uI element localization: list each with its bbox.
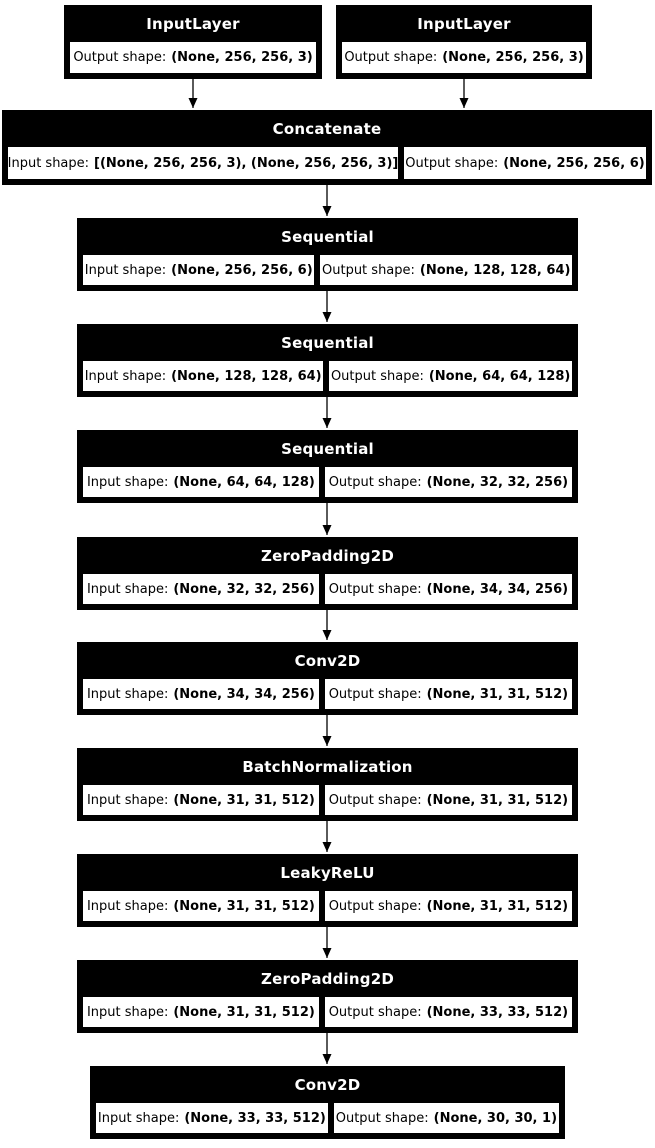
shape-cells [77,997,578,1033]
output-shape-cell [325,785,572,815]
output-shape-cell [325,891,572,921]
shape-value: (None, 34, 34, 256) [426,581,569,597]
shape-value: (None, 256, 256, 3) [442,50,584,65]
output-shape-cell [334,1103,559,1133]
shape-label: Input shape: [86,1004,169,1020]
shape-label: Input shape: [86,792,169,808]
shape-label: Output shape: [344,50,438,65]
layer-node-sequential-3 [77,430,578,503]
shape-label: Input shape: [86,686,169,702]
shape-label: Input shape: [97,1110,180,1126]
output-shape-cell [342,42,586,73]
output-shape-cell [329,361,572,391]
shape-value: (None, 31, 31, 512) [173,792,315,808]
shape-cells [77,255,578,291]
layer-node-input-layer-2 [336,5,592,79]
shape-label: Output shape: [335,1110,429,1126]
shape-value: (None, 34, 34, 256) [173,686,315,702]
input-shape-cell [83,785,319,815]
shape-label: Output shape: [328,686,422,702]
output-shape-cell [325,574,572,604]
output-shape-cell [325,997,572,1027]
layer-title: Sequential [281,439,374,458]
layer-title: InputLayer [146,14,240,33]
shape-label: Output shape: [328,898,422,914]
shape-cells [77,574,578,610]
input-shape-cell [83,574,319,604]
layer-node-sequential-1 [77,218,578,291]
shape-label: Output shape: [322,262,415,278]
shape-label: Input shape: [86,474,169,490]
shape-value: (None, 256, 256, 6) [171,262,313,278]
layer-node-leaky-relu [77,854,578,927]
shape-value: (None, 256, 256, 6) [503,155,645,171]
shape-value: (None, 31, 31, 512) [426,792,569,808]
output-shape-cell [325,679,572,709]
layer-node-conv2d-1 [77,642,578,715]
shape-value: (None, 33, 33, 512) [184,1110,326,1126]
shape-cells [64,42,322,79]
shape-label: Output shape: [73,50,167,65]
shape-cells [90,1103,565,1139]
layer-title: ZeroPadding2D [261,969,394,988]
shape-value: (None, 32, 32, 256) [426,474,569,490]
input-shape-cell [83,679,319,709]
layer-node-input-layer-1 [64,5,322,79]
shape-value: (None, 31, 31, 512) [426,898,569,914]
shape-cells [77,361,578,397]
shape-label: Output shape: [405,155,499,171]
shape-value: (None, 256, 256, 3) [171,50,313,65]
layer-node-concatenate [2,110,652,185]
layer-title: Sequential [281,333,374,352]
layer-node-zero-padding2d-1 [77,537,578,610]
input-shape-cell [96,1103,328,1133]
shape-value: (None, 31, 31, 512) [173,1004,315,1020]
shape-value: (None, 33, 33, 512) [426,1004,569,1020]
layer-title: BatchNormalization [242,757,413,776]
shape-value: (None, 31, 31, 512) [173,898,315,914]
input-shape-cell [8,147,398,179]
output-shape-cell [325,467,572,497]
shape-cells [77,679,578,715]
layer-title: Sequential [281,227,374,246]
output-shape-cell [404,147,646,179]
layer-node-conv2d-2 [90,1066,565,1139]
shape-label: Input shape: [84,262,167,278]
output-shape-cell [320,255,572,285]
shape-label: Output shape: [328,1004,422,1020]
shape-label: Output shape: [330,368,424,384]
shape-label: Output shape: [328,792,422,808]
layer-node-batch-normalization [77,748,578,821]
layer-title: ZeroPadding2D [261,546,394,565]
shape-cells [2,147,652,185]
layer-title: Conv2D [294,651,361,670]
shape-label: Input shape: [86,898,169,914]
shape-cells [77,467,578,503]
shape-value: (None, 30, 30, 1) [433,1110,558,1126]
shape-cells [77,891,578,927]
shape-cells [77,785,578,821]
input-shape-cell [83,361,323,391]
shape-label: Input shape: [86,581,169,597]
shape-label: Output shape: [328,581,422,597]
input-shape-cell [83,997,319,1027]
layer-title: Concatenate [272,119,382,138]
layer-node-sequential-2 [77,324,578,397]
shape-value: (None, 128, 128, 64) [419,262,571,278]
input-shape-cell [83,891,319,921]
output-shape-cell [70,42,316,73]
input-shape-cell [83,467,319,497]
input-shape-cell [83,255,314,285]
shape-value: (None, 32, 32, 256) [173,581,315,597]
shape-value: [(None, 256, 256, 3), (None, 256, 256, 3)] [94,155,398,171]
layer-title: InputLayer [417,14,511,33]
shape-label: Input shape: [8,155,90,171]
shape-label: Output shape: [328,474,422,490]
layer-node-zero-padding2d-2 [77,960,578,1033]
shape-value: (None, 64, 64, 128) [173,474,315,490]
shape-value: (None, 128, 128, 64) [171,368,322,384]
layer-title: Conv2D [294,1075,361,1094]
shape-value: (None, 31, 31, 512) [426,686,569,702]
shape-cells [336,42,592,79]
shape-value: (None, 64, 64, 128) [428,368,571,384]
layer-title: LeakyReLU [280,863,375,882]
shape-label: Input shape: [84,368,167,384]
